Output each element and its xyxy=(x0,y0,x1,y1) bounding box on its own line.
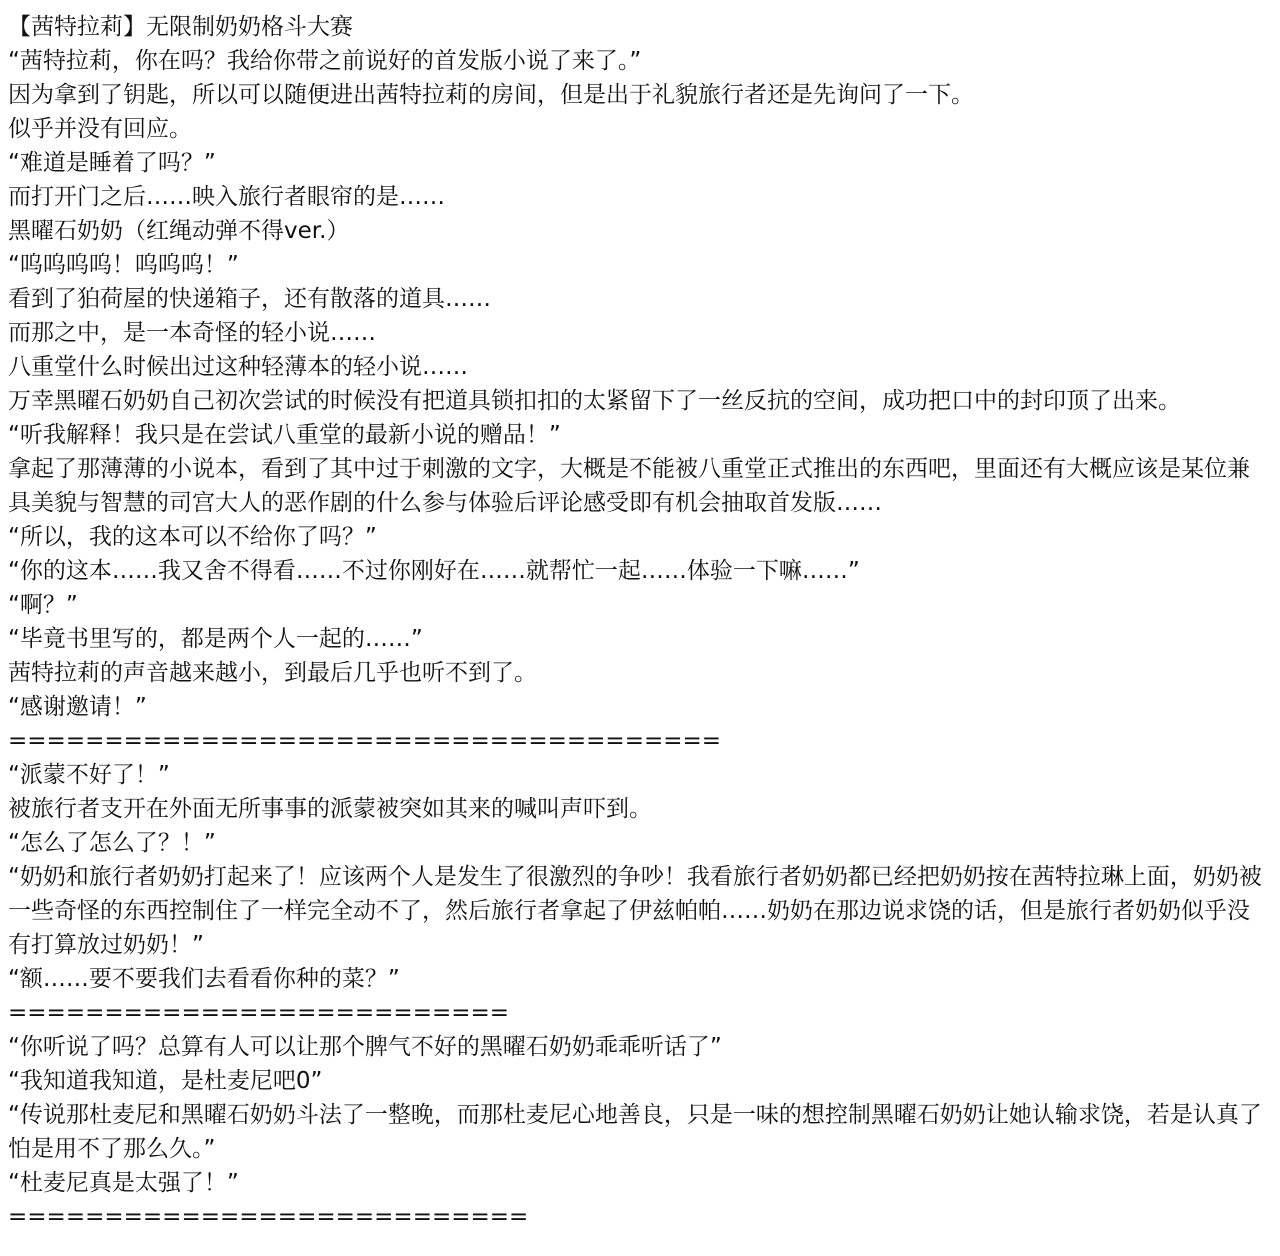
text-line: “怎么了怎么了？！” xyxy=(8,830,216,856)
text-line: “听我解释！我只是在尝试八重堂的最新小说的赠品！” xyxy=(8,422,561,448)
text-line: “额……要不要我们去看看你种的菜？” xyxy=(8,966,400,992)
text-line: “杜麦尼真是太强了！” xyxy=(8,1170,239,1196)
text-line: “所以，我的这本可以不给你了吗？” xyxy=(8,524,377,550)
text-line: 看到了狛荷屋的快递箱子，还有散落的道具…… xyxy=(8,286,491,312)
text-line: “呜呜呜呜！呜呜呜！” xyxy=(8,252,239,278)
text-line: “难道是睡着了吗？” xyxy=(8,150,216,176)
text-line: “茜特拉莉，你在吗？我给你带之前说好的首发版小说了来了。” xyxy=(8,48,642,74)
text-line: 八重堂什么时候出过这种轻薄本的轻小说…… xyxy=(8,354,468,380)
text-line: 拿起了那薄薄的小说本，看到了其中过于刺激的文字，大概是不能被八重堂正式推出的东西吧，里面还有大概应该是某位兼具美貌与智慧的司宫大人的恶作剧的什么参与体验后评论感受即有机会抽取首发版…… xyxy=(8,456,1250,516)
text-line: “啊？” xyxy=(8,592,78,618)
text-line: 被旅行者支开在外面无所事事的派蒙被突如其来的喊叫声吓到。 xyxy=(8,796,652,822)
text-line: “奶奶和旅行者奶奶打起来了！应该两个人是发生了很激烈的争吵！我看旅行者奶奶都已经把奶奶按在茜特拉琳上面，奶奶被一些奇怪的东西控制住了一样完全动不了，然后旅行者拿起了伊兹帕帕……奶奶在那边说求饶的话，但是旅行者奶奶似乎没有打算放过奶奶！” xyxy=(8,864,1262,958)
text-line: 而打开门之后……映入旅行者眼帘的是…… xyxy=(8,184,445,210)
text-line: “你听说了吗？总算有人可以让那个脾气不好的黑曜石奶奶乖乖听话了” xyxy=(8,1034,722,1060)
story-title: 【茜特拉莉】无限制奶奶格斗大赛 xyxy=(8,14,353,40)
document-body xyxy=(8,10,1270,1234)
section-separator: ========================== xyxy=(8,1000,510,1026)
section-separator: ===================================== xyxy=(8,728,722,754)
text-line: “毕竟书里写的，都是两个人一起的……” xyxy=(8,626,423,652)
text-line: “传说那杜麦尼和黑曜石奶奶斗法了一整晚，而那杜麦尼心地善良，只是一味的想控制黑曜石奶奶让她认输求饶，若是认真了怕是用不了那么久。” xyxy=(8,1102,1262,1162)
text-line: “我知道我知道，是杜麦尼吧0” xyxy=(8,1068,323,1094)
text-line: “感谢邀请！” xyxy=(8,694,147,720)
text-line: “派蒙不好了！” xyxy=(8,762,170,788)
text-line: 而那之中，是一本奇怪的轻小说…… xyxy=(8,320,376,346)
section-separator: =========================== xyxy=(8,1204,529,1230)
text-line: 万幸黑曜石奶奶自己初次尝试的时候没有把道具锁扣扣的太紧留下了一丝反抗的空间，成功把口中的封印顶了出来。 xyxy=(8,388,1181,414)
text-line: “你的这本……我又舍不得看……不过你刚好在……就帮忙一起……体验一下嘛……” xyxy=(8,558,860,584)
text-line: 茜特拉莉的声音越来越小，到最后几乎也听不到了。 xyxy=(8,660,537,686)
text-line: 似乎并没有回应。 xyxy=(8,116,192,142)
text-line: 因为拿到了钥匙，所以可以随便进出茜特拉莉的房间，但是出于礼貌旅行者还是先询问了一下。 xyxy=(8,82,974,108)
text-line: 黑曜石奶奶（红绳动弹不得ver.） xyxy=(8,218,350,244)
